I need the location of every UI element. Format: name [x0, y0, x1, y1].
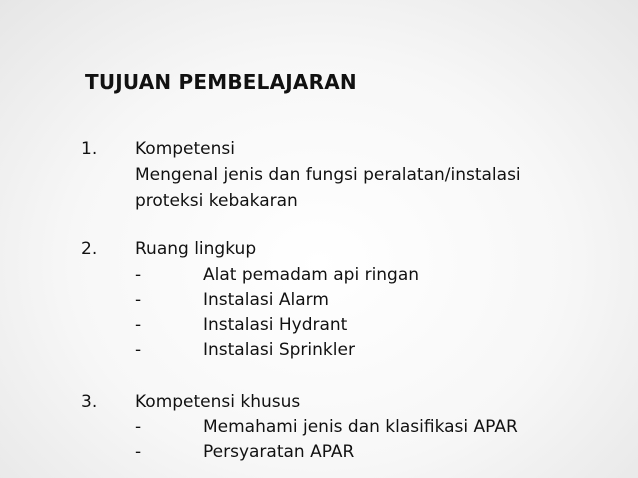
section-number: 2.: [81, 239, 98, 259]
bullet-dash: -: [135, 417, 142, 437]
bullet-dash: -: [135, 442, 142, 462]
bullet-text: Memahami jenis dan klasifikasi APAR: [203, 417, 518, 437]
bullet-text: Persyaratan APAR: [203, 442, 355, 462]
bullet-dash: -: [135, 290, 142, 310]
section-heading: Kompetensi: [135, 139, 235, 159]
bullet-text: Alat pemadam api ringan: [203, 265, 420, 285]
section-heading: Ruang lingkup: [135, 239, 257, 259]
section-heading: Kompetensi khusus: [135, 392, 301, 412]
bullet-dash: -: [135, 315, 142, 335]
bullet-text: Instalasi Sprinkler: [203, 340, 355, 360]
bullet-text: Instalasi Hydrant: [203, 315, 348, 335]
bullet-dash: -: [135, 265, 142, 285]
section-text-line: proteksi kebakaran: [135, 191, 298, 211]
section-number: 1.: [81, 139, 98, 159]
bullet-dash: -: [135, 340, 142, 360]
section-number: 3.: [81, 392, 98, 412]
section-text-line: Mengenal jenis dan fungsi peralatan/instalasi: [135, 165, 521, 185]
slide-title: TUJUAN PEMBELAJARAN: [85, 70, 357, 94]
bullet-text: Instalasi Alarm: [203, 290, 329, 310]
